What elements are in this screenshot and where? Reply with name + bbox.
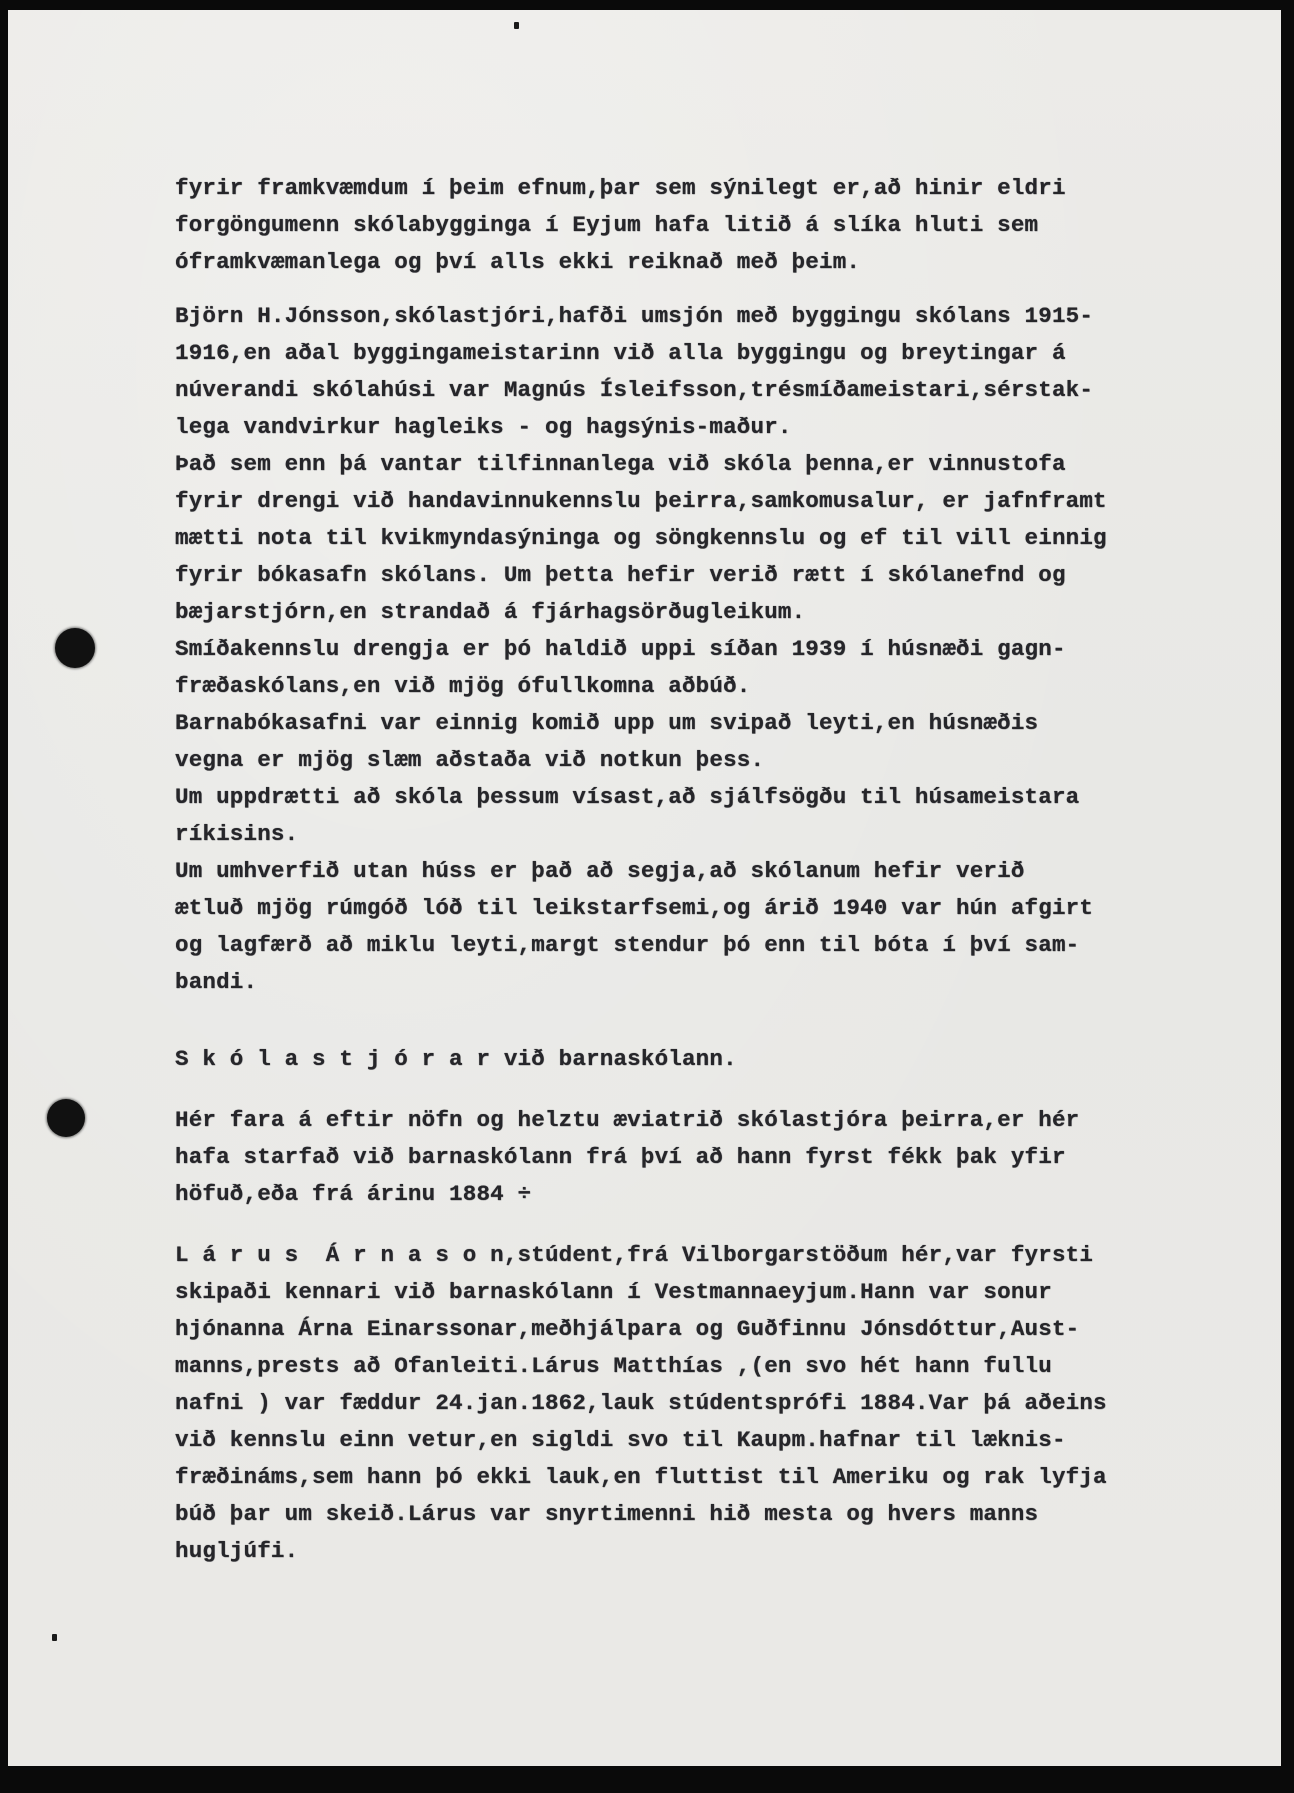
scan-speck <box>514 22 519 29</box>
text-line: vegna er mjög slæm aðstaða við notkun þess. <box>175 747 765 773</box>
scan-speck <box>52 1634 57 1641</box>
hole-punch <box>55 628 95 668</box>
text-line: fræðináms,sem hann þó ekki lauk,en fluttist til Ameriku og rak lyfja <box>175 1464 1107 1490</box>
text-line: hafa starfað við barnaskólann frá því að hann fyrst fékk þak yfir <box>175 1144 1066 1170</box>
text-line: ríkisins. <box>175 821 299 847</box>
text-line: lega vandvirkur hagleiks - og hagsýnis-maður. <box>175 414 792 440</box>
paragraph <box>175 298 1175 446</box>
text-line: Um uppdrætti að skóla þessum vísast,að sjálfsögðu til húsameistara <box>175 784 1080 810</box>
text-line: skipaði kennari við barnaskólann í Vestmannaeyjum.Hann var sonur <box>175 1279 1052 1305</box>
text-line: L á r u s Á r n a s o n,stúdent,frá Vilborgarstöðum hér,var fyrsti <box>175 1242 1094 1268</box>
text-line: Það sem enn þá vantar tilfinnanlega við skóla þenna,er vinnustofa <box>175 451 1066 477</box>
text-line: óframkvæmanlega og því alls ekki reiknað með þeim. <box>175 249 861 275</box>
text-line: Um umhverfið utan húss er það að segja,að skólanum hefir verið <box>175 858 1025 884</box>
text-line: Barnabókasafni var einnig komið upp um svipað leyti,en húsnæðis <box>175 710 1039 736</box>
paragraph <box>175 631 1175 705</box>
text-line: fyrir framkvæmdum í þeim efnum,þar sem sýnilegt er,að hinir eldri <box>175 175 1066 201</box>
text-line: hugljúfi. <box>175 1538 299 1564</box>
hole-punch <box>47 1099 85 1137</box>
text-line: núverandi skólahúsi var Magnús Ísleifsson,trésmíðameistari,sérstak- <box>175 377 1094 403</box>
paragraph <box>175 1102 1175 1213</box>
scanned-page <box>8 10 1281 1766</box>
text-line: mætti nota til kvikmyndasýninga og söngkennslu og ef til vill einnig <box>175 525 1107 551</box>
section-heading <box>175 1041 1175 1078</box>
text-line: bandi. <box>175 969 258 995</box>
text-line: ætluð mjög rúmgóð lóð til leikstarfsemi,og árið 1940 var hún afgirt <box>175 895 1094 921</box>
text-line: S k ó l a s t j ó r a r við barnaskólann. <box>175 1046 737 1072</box>
text-line: hjónanna Árna Einarssonar,meðhjálpara og Guðfinnu Jónsdóttur,Aust- <box>175 1316 1080 1342</box>
text-line: fyrir drengi við handavinnukennslu þeirra,samkomusalur, er jafnframt <box>175 488 1107 514</box>
paragraph <box>175 853 1175 1001</box>
text-line: bæjarstjórn,en strandað á fjárhagsörðugleikum. <box>175 599 806 625</box>
paragraph <box>175 1237 1175 1570</box>
text-line: nafni ) var fæddur 24.jan.1862,lauk stúdentsprófi 1884.Var þá aðeins <box>175 1390 1107 1416</box>
text-line: og lagfærð að miklu leyti,margt stendur þó enn til bóta í því sam- <box>175 932 1080 958</box>
text-line: Hér fara á eftir nöfn og helztu æviatrið skólastjóra þeirra,er hér <box>175 1107 1080 1133</box>
text-line: búð þar um skeið.Lárus var snyrtimenni hið mesta og hvers manns <box>175 1501 1039 1527</box>
text-line: 1916,en aðal byggingameistarinn við alla byggingu og breytingar á <box>175 340 1066 366</box>
paragraph <box>175 170 1175 281</box>
text-line: Björn H.Jónsson,skólastjóri,hafði umsjón með byggingu skólans 1915- <box>175 303 1094 329</box>
text-line: fyrir bókasafn skólans. Um þetta hefir verið rætt í skólanefnd og <box>175 562 1066 588</box>
text-line: manns,prests að Ofanleiti.Lárus Matthías ,(en svo hét hann fullu <box>175 1353 1052 1379</box>
paragraph <box>175 779 1175 853</box>
document-text <box>175 170 1175 1570</box>
text-line: við kennslu einn vetur,en sigldi svo til Kaupm.hafnar til læknis- <box>175 1427 1066 1453</box>
paragraph <box>175 446 1175 631</box>
text-line: forgöngumenn skólabygginga í Eyjum hafa litið á slíka hluti sem <box>175 212 1039 238</box>
text-line: höfuð,eða frá árinu 1884 ÷ <box>175 1181 532 1207</box>
text-line: Smíðakennslu drengja er þó haldið uppi síðan 1939 í húsnæði gagn- <box>175 636 1066 662</box>
text-line: fræðaskólans,en við mjög ófullkomna aðbúð. <box>175 673 751 699</box>
paragraph <box>175 705 1175 779</box>
